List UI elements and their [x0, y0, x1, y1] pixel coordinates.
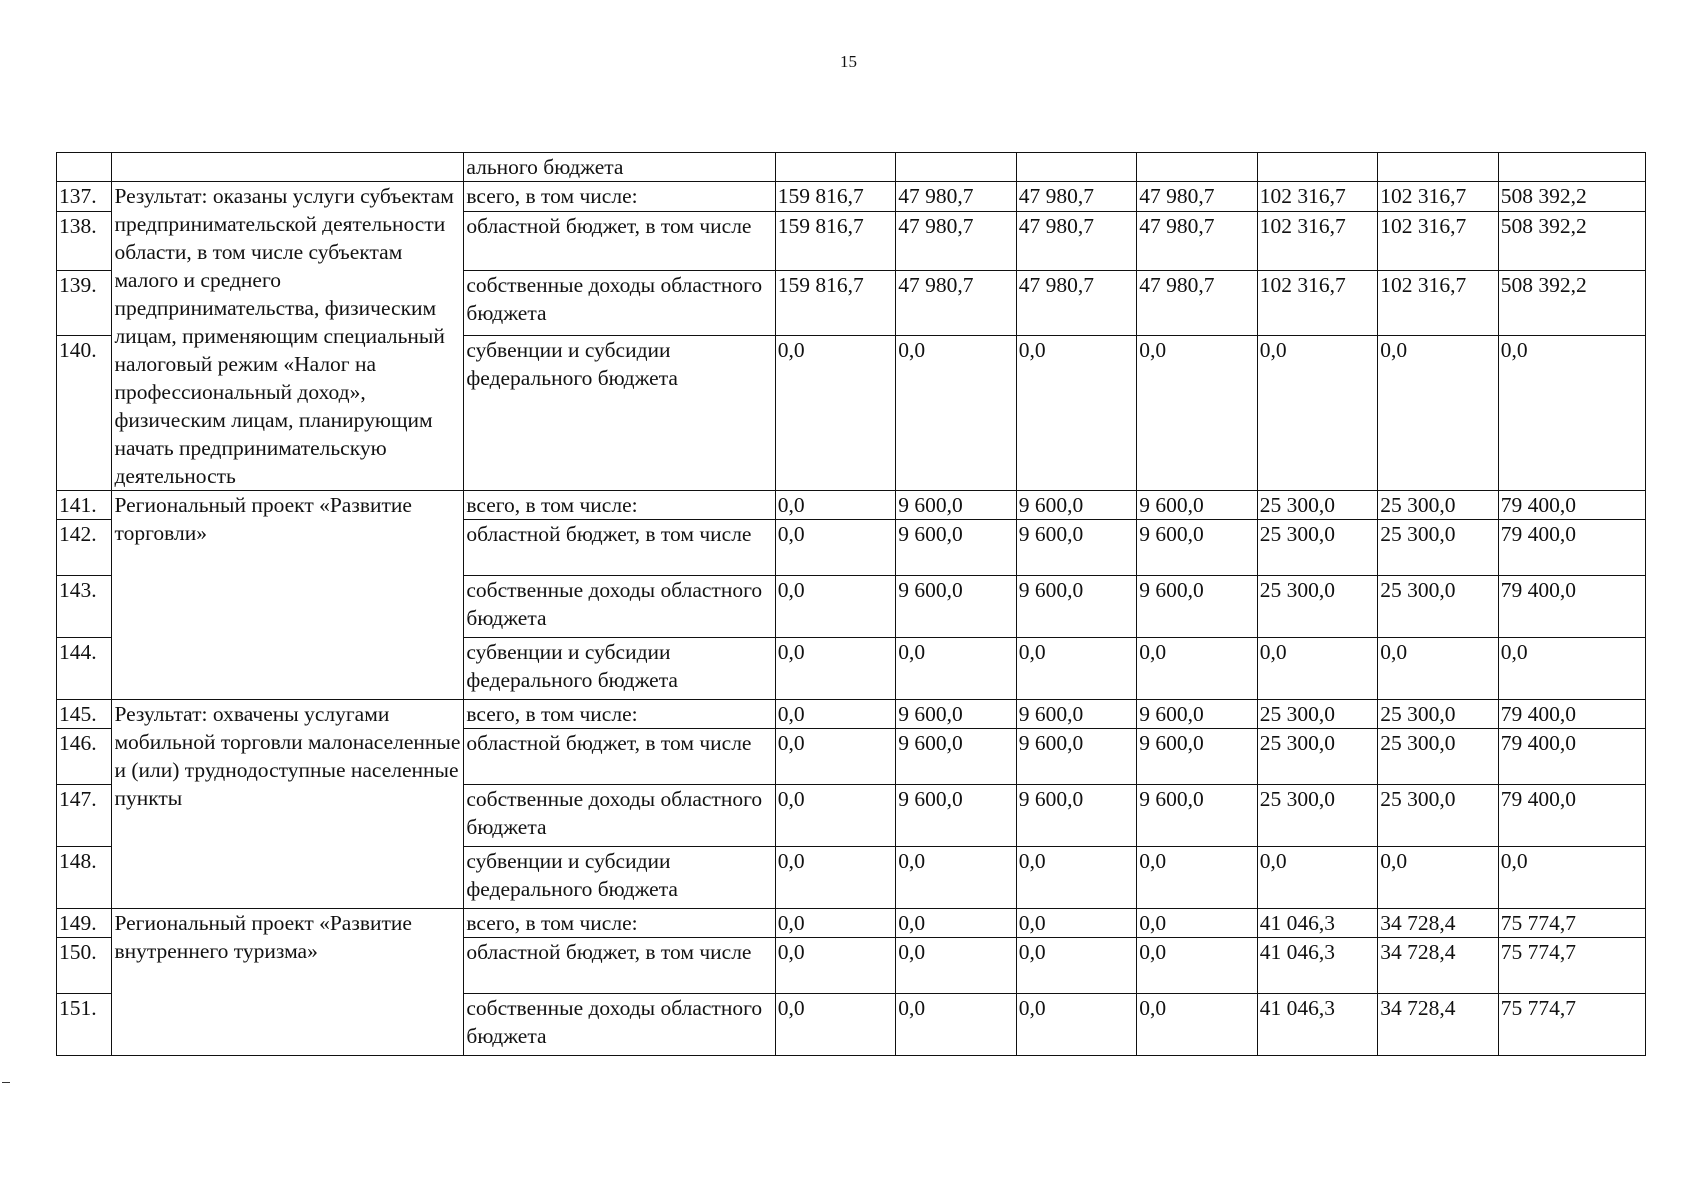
row-number-cell: 145.	[57, 700, 112, 729]
value-cell: 102 316,7	[1257, 212, 1378, 271]
value-cell: 159 816,7	[775, 182, 896, 212]
value-cell	[1378, 153, 1499, 182]
value-cell: 102 316,7	[1378, 212, 1499, 271]
value-cell: 9 600,0	[1137, 785, 1258, 847]
value-cell: 79 400,0	[1498, 700, 1645, 729]
row-number-cell: 137.	[57, 182, 112, 212]
value-cell	[1016, 153, 1137, 182]
value-cell: 9 600,0	[896, 729, 1017, 785]
value-cell: 47 980,7	[1016, 271, 1137, 336]
funding-type-cell: собственные доходы областного бюджета	[464, 994, 775, 1056]
value-cell: 0,0	[1016, 335, 1137, 490]
row-number-cell: 146.	[57, 729, 112, 785]
value-cell: 0,0	[1016, 847, 1137, 909]
value-cell: 0,0	[775, 491, 896, 520]
value-cell: 25 300,0	[1378, 576, 1499, 638]
value-cell: 25 300,0	[1257, 700, 1378, 729]
value-cell: 0,0	[896, 847, 1017, 909]
row-number-cell: 141.	[57, 491, 112, 520]
value-cell: 508 392,2	[1498, 212, 1645, 271]
value-cell: 9 600,0	[1137, 700, 1258, 729]
row-number-cell: 149.	[57, 909, 112, 938]
table-row	[57, 700, 1646, 729]
value-cell: 25 300,0	[1378, 785, 1499, 847]
value-cell: 0,0	[896, 909, 1017, 938]
value-cell: 0,0	[1137, 909, 1258, 938]
budget-table	[56, 152, 1646, 1056]
value-cell: 0,0	[1498, 335, 1645, 490]
value-cell: 0,0	[896, 994, 1017, 1056]
value-cell: 0,0	[1016, 909, 1137, 938]
value-cell: 102 316,7	[1378, 271, 1499, 336]
row-number-cell: 150.	[57, 938, 112, 994]
value-cell: 79 400,0	[1498, 576, 1645, 638]
value-cell: 0,0	[1378, 847, 1499, 909]
value-cell: 0,0	[775, 785, 896, 847]
value-cell: 0,0	[896, 638, 1017, 700]
value-cell: 0,0	[1137, 994, 1258, 1056]
row-number-cell: 151.	[57, 994, 112, 1056]
value-cell: 9 600,0	[1016, 491, 1137, 520]
funding-type-cell: ального бюджета	[464, 153, 775, 182]
group-name-cell: Результат: охвачены услугами мобильной торговли малонаселенные и (или) труднодоступные населенные пункты	[112, 700, 464, 909]
value-cell: 0,0	[1016, 994, 1137, 1056]
value-cell: 0,0	[775, 847, 896, 909]
value-cell: 9 600,0	[896, 700, 1017, 729]
value-cell: 47 980,7	[896, 271, 1017, 336]
value-cell: 25 300,0	[1378, 729, 1499, 785]
value-cell: 0,0	[1498, 638, 1645, 700]
page-number: 15	[840, 52, 857, 71]
value-cell: 25 300,0	[1378, 700, 1499, 729]
value-cell: 25 300,0	[1378, 491, 1499, 520]
row-number-cell: 140.	[57, 335, 112, 490]
value-cell: 41 046,3	[1257, 938, 1378, 994]
value-cell: 0,0	[1137, 638, 1258, 700]
value-cell: 0,0	[1257, 335, 1378, 490]
row-number-cell: 138.	[57, 212, 112, 271]
group-name-cell: Результат: оказаны услуги субъектам предпринимательской деятельности области, в том числе субъектам малого и среднего предпринимательства, физическим лицам, применяющим специальный налоговый режим «Налог на профессиональный доход», физическим лицам, планирующим начать предпринимательскую деятельность	[112, 182, 464, 491]
funding-type-cell: областной бюджет, в том числе	[464, 729, 775, 785]
value-cell: 102 316,7	[1378, 182, 1499, 212]
value-cell: 47 980,7	[896, 182, 1017, 212]
value-cell: 0,0	[896, 938, 1017, 994]
value-cell: 79 400,0	[1498, 729, 1645, 785]
value-cell: 508 392,2	[1498, 271, 1645, 336]
value-cell: 9 600,0	[1137, 520, 1258, 576]
group-name-cell: Региональный проект «Развитие торговли»	[112, 491, 464, 700]
value-cell: 47 980,7	[896, 212, 1017, 271]
value-cell: 0,0	[1016, 638, 1137, 700]
value-cell: 47 980,7	[1137, 271, 1258, 336]
value-cell: 0,0	[775, 576, 896, 638]
group-name-cell: Региональный проект «Развитие внутреннего туризма»	[112, 909, 464, 1056]
value-cell: 0,0	[775, 700, 896, 729]
funding-type-cell: областной бюджет, в том числе	[464, 938, 775, 994]
value-cell: 9 600,0	[1137, 491, 1258, 520]
value-cell: 34 728,4	[1378, 909, 1499, 938]
value-cell: 41 046,3	[1257, 994, 1378, 1056]
funding-type-cell: собственные доходы областного бюджета	[464, 271, 775, 336]
row-number-cell: 144.	[57, 638, 112, 700]
value-cell: 0,0	[775, 994, 896, 1056]
value-cell: 9 600,0	[1016, 700, 1137, 729]
value-cell: 0,0	[775, 938, 896, 994]
table-row	[57, 909, 1646, 938]
value-cell: 25 300,0	[1257, 520, 1378, 576]
funding-type-cell: собственные доходы областного бюджета	[464, 576, 775, 638]
margin-dash	[2, 1082, 10, 1083]
value-cell: 79 400,0	[1498, 520, 1645, 576]
value-cell: 75 774,7	[1498, 994, 1645, 1056]
value-cell	[1257, 153, 1378, 182]
value-cell: 0,0	[1257, 638, 1378, 700]
funding-type-cell: всего, в том числе:	[464, 491, 775, 520]
row-number-cell: 143.	[57, 576, 112, 638]
value-cell: 0,0	[775, 335, 896, 490]
value-cell: 47 980,7	[1137, 212, 1258, 271]
value-cell: 0,0	[1137, 335, 1258, 490]
value-cell: 25 300,0	[1257, 491, 1378, 520]
value-cell: 0,0	[896, 335, 1017, 490]
value-cell: 25 300,0	[1257, 729, 1378, 785]
funding-type-cell: областной бюджет, в том числе	[464, 212, 775, 271]
value-cell	[775, 153, 896, 182]
value-cell: 25 300,0	[1378, 520, 1499, 576]
value-cell: 9 600,0	[1016, 729, 1137, 785]
value-cell: 9 600,0	[1016, 785, 1137, 847]
value-cell: 0,0	[775, 638, 896, 700]
funding-type-cell: всего, в том числе:	[464, 909, 775, 938]
value-cell	[1498, 153, 1645, 182]
value-cell: 0,0	[775, 729, 896, 785]
value-cell: 0,0	[775, 909, 896, 938]
funding-type-cell: собственные доходы областного бюджета	[464, 785, 775, 847]
funding-type-cell: всего, в том числе:	[464, 182, 775, 212]
value-cell: 47 980,7	[1016, 212, 1137, 271]
value-cell: 25 300,0	[1257, 785, 1378, 847]
value-cell: 0,0	[775, 520, 896, 576]
value-cell: 102 316,7	[1257, 182, 1378, 212]
value-cell: 0,0	[1378, 335, 1499, 490]
row-number-cell: 139.	[57, 271, 112, 336]
value-cell	[1137, 153, 1258, 182]
value-cell: 102 316,7	[1257, 271, 1378, 336]
funding-type-cell: субвенции и субсидии федерального бюджета	[464, 335, 775, 490]
value-cell: 0,0	[1498, 847, 1645, 909]
value-cell: 159 816,7	[775, 212, 896, 271]
funding-type-cell: субвенции и субсидии федерального бюджета	[464, 847, 775, 909]
value-cell: 0,0	[1257, 847, 1378, 909]
table-row	[57, 491, 1646, 520]
value-cell: 79 400,0	[1498, 785, 1645, 847]
table-row	[57, 153, 1646, 182]
row-number-cell: 142.	[57, 520, 112, 576]
value-cell: 159 816,7	[775, 271, 896, 336]
value-cell: 79 400,0	[1498, 491, 1645, 520]
value-cell: 9 600,0	[1016, 520, 1137, 576]
value-cell: 41 046,3	[1257, 909, 1378, 938]
value-cell: 508 392,2	[1498, 182, 1645, 212]
value-cell: 47 980,7	[1016, 182, 1137, 212]
funding-type-cell: всего, в том числе:	[464, 700, 775, 729]
value-cell: 9 600,0	[1137, 729, 1258, 785]
group-name-cell	[112, 153, 464, 182]
row-number-cell: 147.	[57, 785, 112, 847]
value-cell: 0,0	[1137, 938, 1258, 994]
value-cell: 0,0	[1137, 847, 1258, 909]
funding-type-cell: субвенции и субсидии федерального бюджета	[464, 638, 775, 700]
value-cell: 0,0	[1378, 638, 1499, 700]
value-cell	[896, 153, 1017, 182]
value-cell: 34 728,4	[1378, 938, 1499, 994]
value-cell: 0,0	[1016, 938, 1137, 994]
value-cell: 9 600,0	[896, 491, 1017, 520]
value-cell: 9 600,0	[1016, 576, 1137, 638]
value-cell: 9 600,0	[896, 576, 1017, 638]
value-cell: 9 600,0	[1137, 576, 1258, 638]
value-cell: 34 728,4	[1378, 994, 1499, 1056]
value-cell: 75 774,7	[1498, 938, 1645, 994]
table-row	[57, 182, 1646, 212]
value-cell: 47 980,7	[1137, 182, 1258, 212]
row-number-cell: 148.	[57, 847, 112, 909]
funding-type-cell: областной бюджет, в том числе	[464, 520, 775, 576]
value-cell: 25 300,0	[1257, 576, 1378, 638]
row-number-cell	[57, 153, 112, 182]
value-cell: 75 774,7	[1498, 909, 1645, 938]
value-cell: 9 600,0	[896, 520, 1017, 576]
value-cell: 9 600,0	[896, 785, 1017, 847]
